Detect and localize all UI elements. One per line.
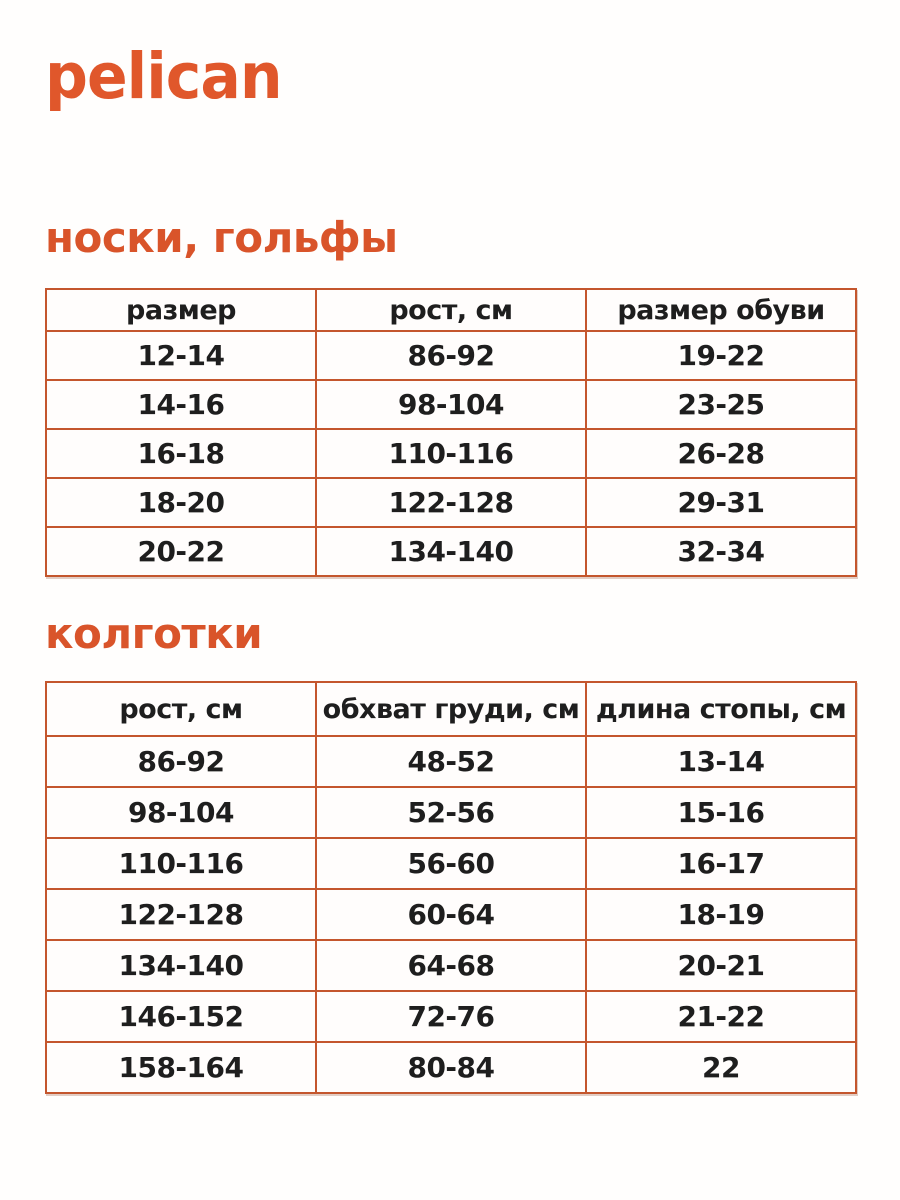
table-row xyxy=(46,478,856,527)
table-row xyxy=(46,940,856,991)
table-row xyxy=(46,331,856,380)
table-row xyxy=(46,380,856,429)
table-row xyxy=(46,838,856,889)
table-cell: 146-152 xyxy=(46,991,316,1042)
table-cell: 16-18 xyxy=(46,429,316,478)
table-cell: 32-34 xyxy=(586,527,856,576)
column-header-shoe-size: размер обуви xyxy=(586,289,856,331)
table-cell: 80-84 xyxy=(316,1042,586,1093)
table-cell: 13-14 xyxy=(586,736,856,787)
table-cell: 21-22 xyxy=(586,991,856,1042)
table-cell: 56-60 xyxy=(316,838,586,889)
table-cell: 64-68 xyxy=(316,940,586,991)
table-row xyxy=(46,527,856,576)
table-cell: 18-20 xyxy=(46,478,316,527)
column-header-height: рост, см xyxy=(46,682,316,736)
table-header-row xyxy=(46,289,856,331)
table-cell: 110-116 xyxy=(46,838,316,889)
column-header-size: размер xyxy=(46,289,316,331)
table-cell: 20-21 xyxy=(586,940,856,991)
table-cell: 19-22 xyxy=(586,331,856,380)
table-row xyxy=(46,991,856,1042)
table-cell: 122-128 xyxy=(46,889,316,940)
table-cell: 23-25 xyxy=(586,380,856,429)
table-cell: 98-104 xyxy=(46,787,316,838)
table-cell: 98-104 xyxy=(316,380,586,429)
table-cell: 14-16 xyxy=(46,380,316,429)
table-row xyxy=(46,889,856,940)
table-header-row xyxy=(46,682,856,736)
table-cell: 72-76 xyxy=(316,991,586,1042)
table-row xyxy=(46,1042,856,1093)
column-header-chest: обхват груди, см xyxy=(316,682,586,736)
table-cell: 60-64 xyxy=(316,889,586,940)
table-cell: 29-31 xyxy=(586,478,856,527)
table-cell: 18-19 xyxy=(586,889,856,940)
table-cell: 26-28 xyxy=(586,429,856,478)
table-cell: 86-92 xyxy=(316,331,586,380)
table-cell: 158-164 xyxy=(46,1042,316,1093)
table-cell: 12-14 xyxy=(46,331,316,380)
table-cell: 48-52 xyxy=(316,736,586,787)
column-header-height: рост, см xyxy=(316,289,586,331)
table-cell: 52-56 xyxy=(316,787,586,838)
table-cell: 110-116 xyxy=(316,429,586,478)
table-row xyxy=(46,736,856,787)
table-cell: 22 xyxy=(586,1042,856,1093)
tights-size-table xyxy=(45,681,857,1094)
table-cell: 15-16 xyxy=(586,787,856,838)
pelican-logo: pelican xyxy=(45,40,282,114)
table-cell: 16-17 xyxy=(586,838,856,889)
table-cell: 134-140 xyxy=(46,940,316,991)
table-cell: 86-92 xyxy=(46,736,316,787)
section-title-socks: носки, гольфы xyxy=(45,213,398,262)
section-title-tights: колготки xyxy=(45,609,263,659)
table-row xyxy=(46,429,856,478)
table-cell: 20-22 xyxy=(46,527,316,576)
table-row xyxy=(46,787,856,838)
socks-size-table xyxy=(45,288,857,577)
table-cell: 134-140 xyxy=(316,527,586,576)
table-cell: 122-128 xyxy=(316,478,586,527)
column-header-foot-length: длина стопы, см xyxy=(586,682,856,736)
